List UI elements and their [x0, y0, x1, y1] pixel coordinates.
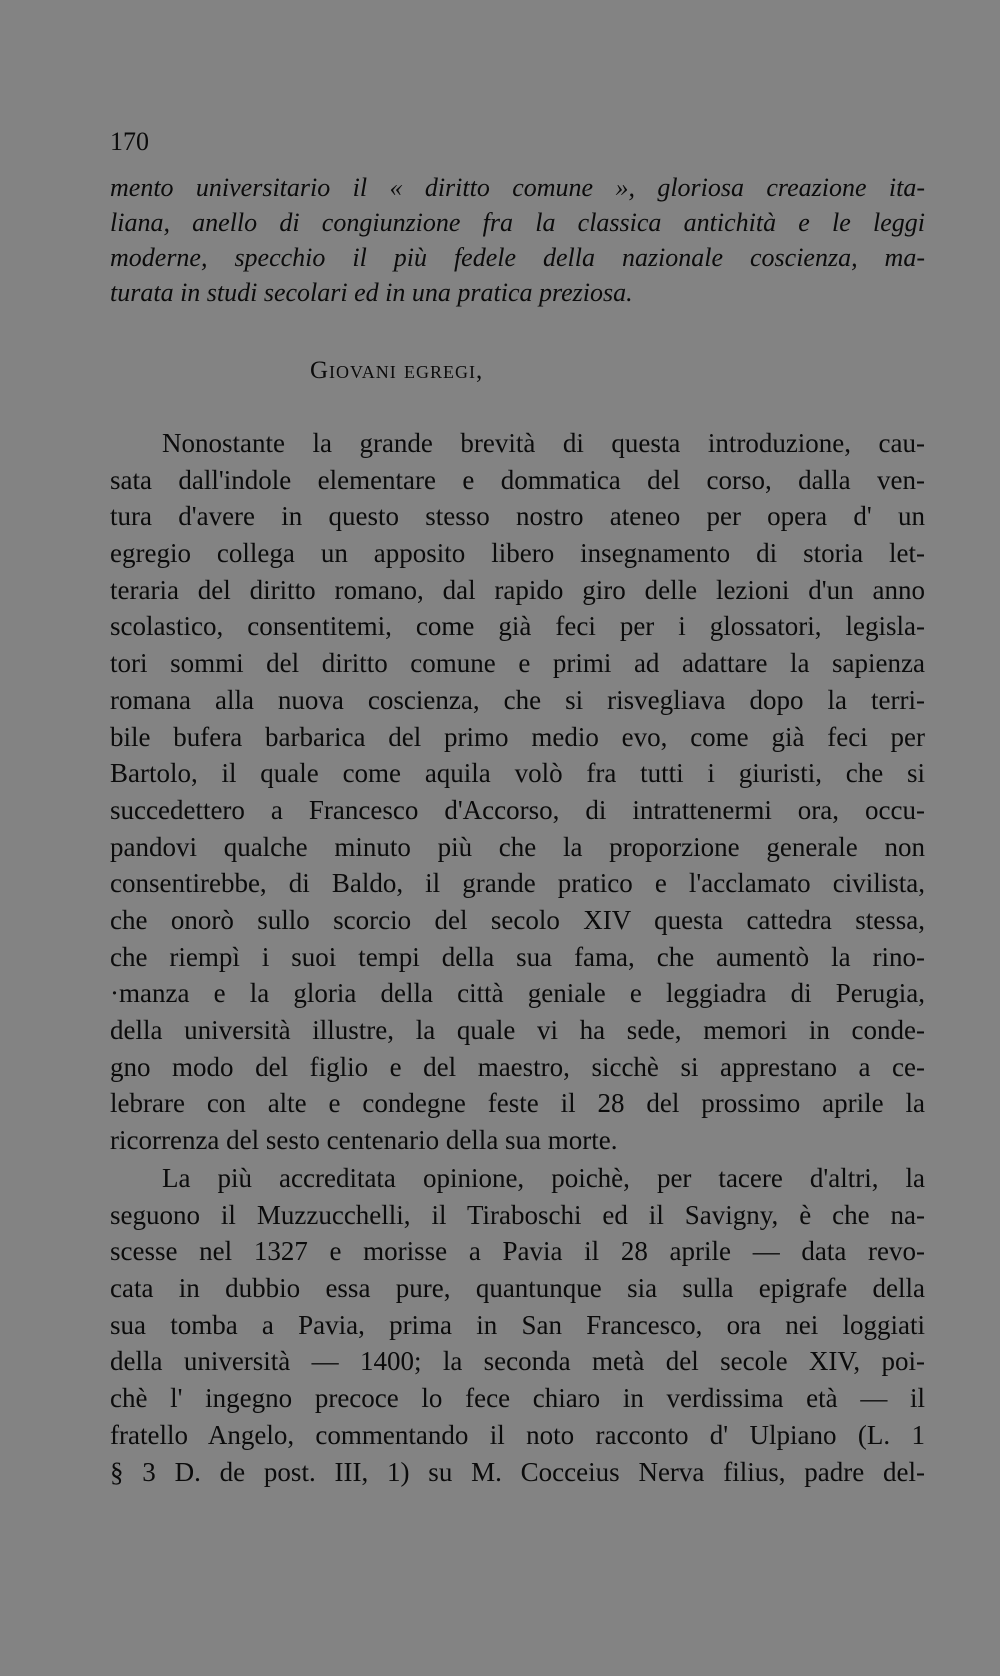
text-line: che riempì i suoi tempi della sua fama, che aumentò la rino-: [110, 941, 925, 972]
text-line: ·manza e la gloria della città geniale e leggiadra di Perugia,: [110, 978, 925, 1009]
text-line: La più accreditata opinione, poichè, per tacere d'altri, la: [162, 1163, 925, 1193]
text-line: scolastico, consentitemi, come già feci per i glossatori, legisla-: [110, 611, 925, 642]
text-line: egregio collega un apposito libero insegnamento di storia let-: [110, 538, 925, 569]
paragraph-2: [110, 1160, 925, 1490]
text-line: che onorò sullo scorcio del secolo XIV questa cattedra stessa,: [110, 904, 925, 935]
text-line: Bartolo, il quale come aquila volò fra tutti i giuristi, che si: [110, 758, 925, 789]
text-line: sata dall'indole elementare e dommatica del corso, dalla ven-: [110, 464, 925, 495]
text-line: mento universitario il « diritto comune », gloriosa creazione ita-: [110, 173, 925, 202]
salutation: [310, 356, 483, 386]
page-number: 170: [110, 127, 149, 156]
text-line: della università — 1400; la seconda metà del secole XIV, poi-: [110, 1346, 925, 1377]
text-line: romana alla nuova coscienza, che si risvegliava dopo la terri-: [110, 684, 925, 715]
text-line: cata in dubbio essa pure, quantunque sia sulla epigrafe della: [110, 1273, 925, 1304]
text-line: della università illustre, la quale vi ha sede, memori in conde-: [110, 1015, 925, 1045]
intro-paragraph: [110, 170, 925, 310]
paragraph-1: [110, 425, 925, 1159]
text-line: § 3 D. de post. III, 1) su M. Cocceius Nerva filius, padre del-: [110, 1456, 925, 1487]
salutation-text: Giovani egregi,: [310, 357, 484, 384]
text-line: ricorrenza del sesto centenario della sua morte.: [110, 1125, 618, 1156]
text-line: consentirebbe, di Baldo, il grande pratico e l'acclamato civilista,: [110, 868, 925, 899]
text-line: sua tomba a Pavia, prima in San Francesco, ora nei loggiati: [110, 1309, 925, 1340]
text-line: turata in studi secolari ed in una pratica preziosa.: [110, 278, 633, 307]
text-line: succedettero a Francesco d'Accorso, di intrattenermi ora, occu-: [110, 794, 925, 825]
text-line: chè l' ingegno precoce lo fece chiaro in verdissima età — il: [110, 1383, 925, 1414]
text-line: lebrare con alte e condegne feste il 28 del prossimo aprile la: [110, 1088, 925, 1119]
text-line: seguono il Muzzucchelli, il Tiraboschi ed il Savigny, è che na-: [110, 1199, 925, 1230]
text-line: fratello Angelo, commentando il noto racconto d' Ulpiano (L. 1: [110, 1419, 925, 1450]
text-line: tura d'avere in questo stesso nostro ateneo per opera d' un: [110, 501, 925, 532]
text-line: Nonostante la grande brevità di questa introduzione, cau-: [162, 428, 925, 458]
text-line: tori sommi del diritto comune e primi ad adattare la sapienza: [110, 648, 925, 679]
text-line: moderne, specchio il più fedele della nazionale coscienza, ma-: [110, 243, 925, 272]
text-line: pandovi qualche minuto più che la proporzione generale non: [110, 831, 925, 862]
text-line: gno modo del figlio e del maestro, sicchè si apprestano a ce-: [110, 1051, 925, 1082]
text-line: bile bufera barbarica del primo medio evo, come già feci per: [110, 721, 925, 752]
text-line: liana, anello di congiunzione fra la classica antichità e le leggi: [110, 208, 925, 237]
text-line: scesse nel 1327 e morisse a Pavia il 28 aprile — data revo-: [110, 1236, 925, 1267]
text-line: teraria del diritto romano, dal rapido giro delle lezioni d'un anno: [110, 574, 925, 605]
